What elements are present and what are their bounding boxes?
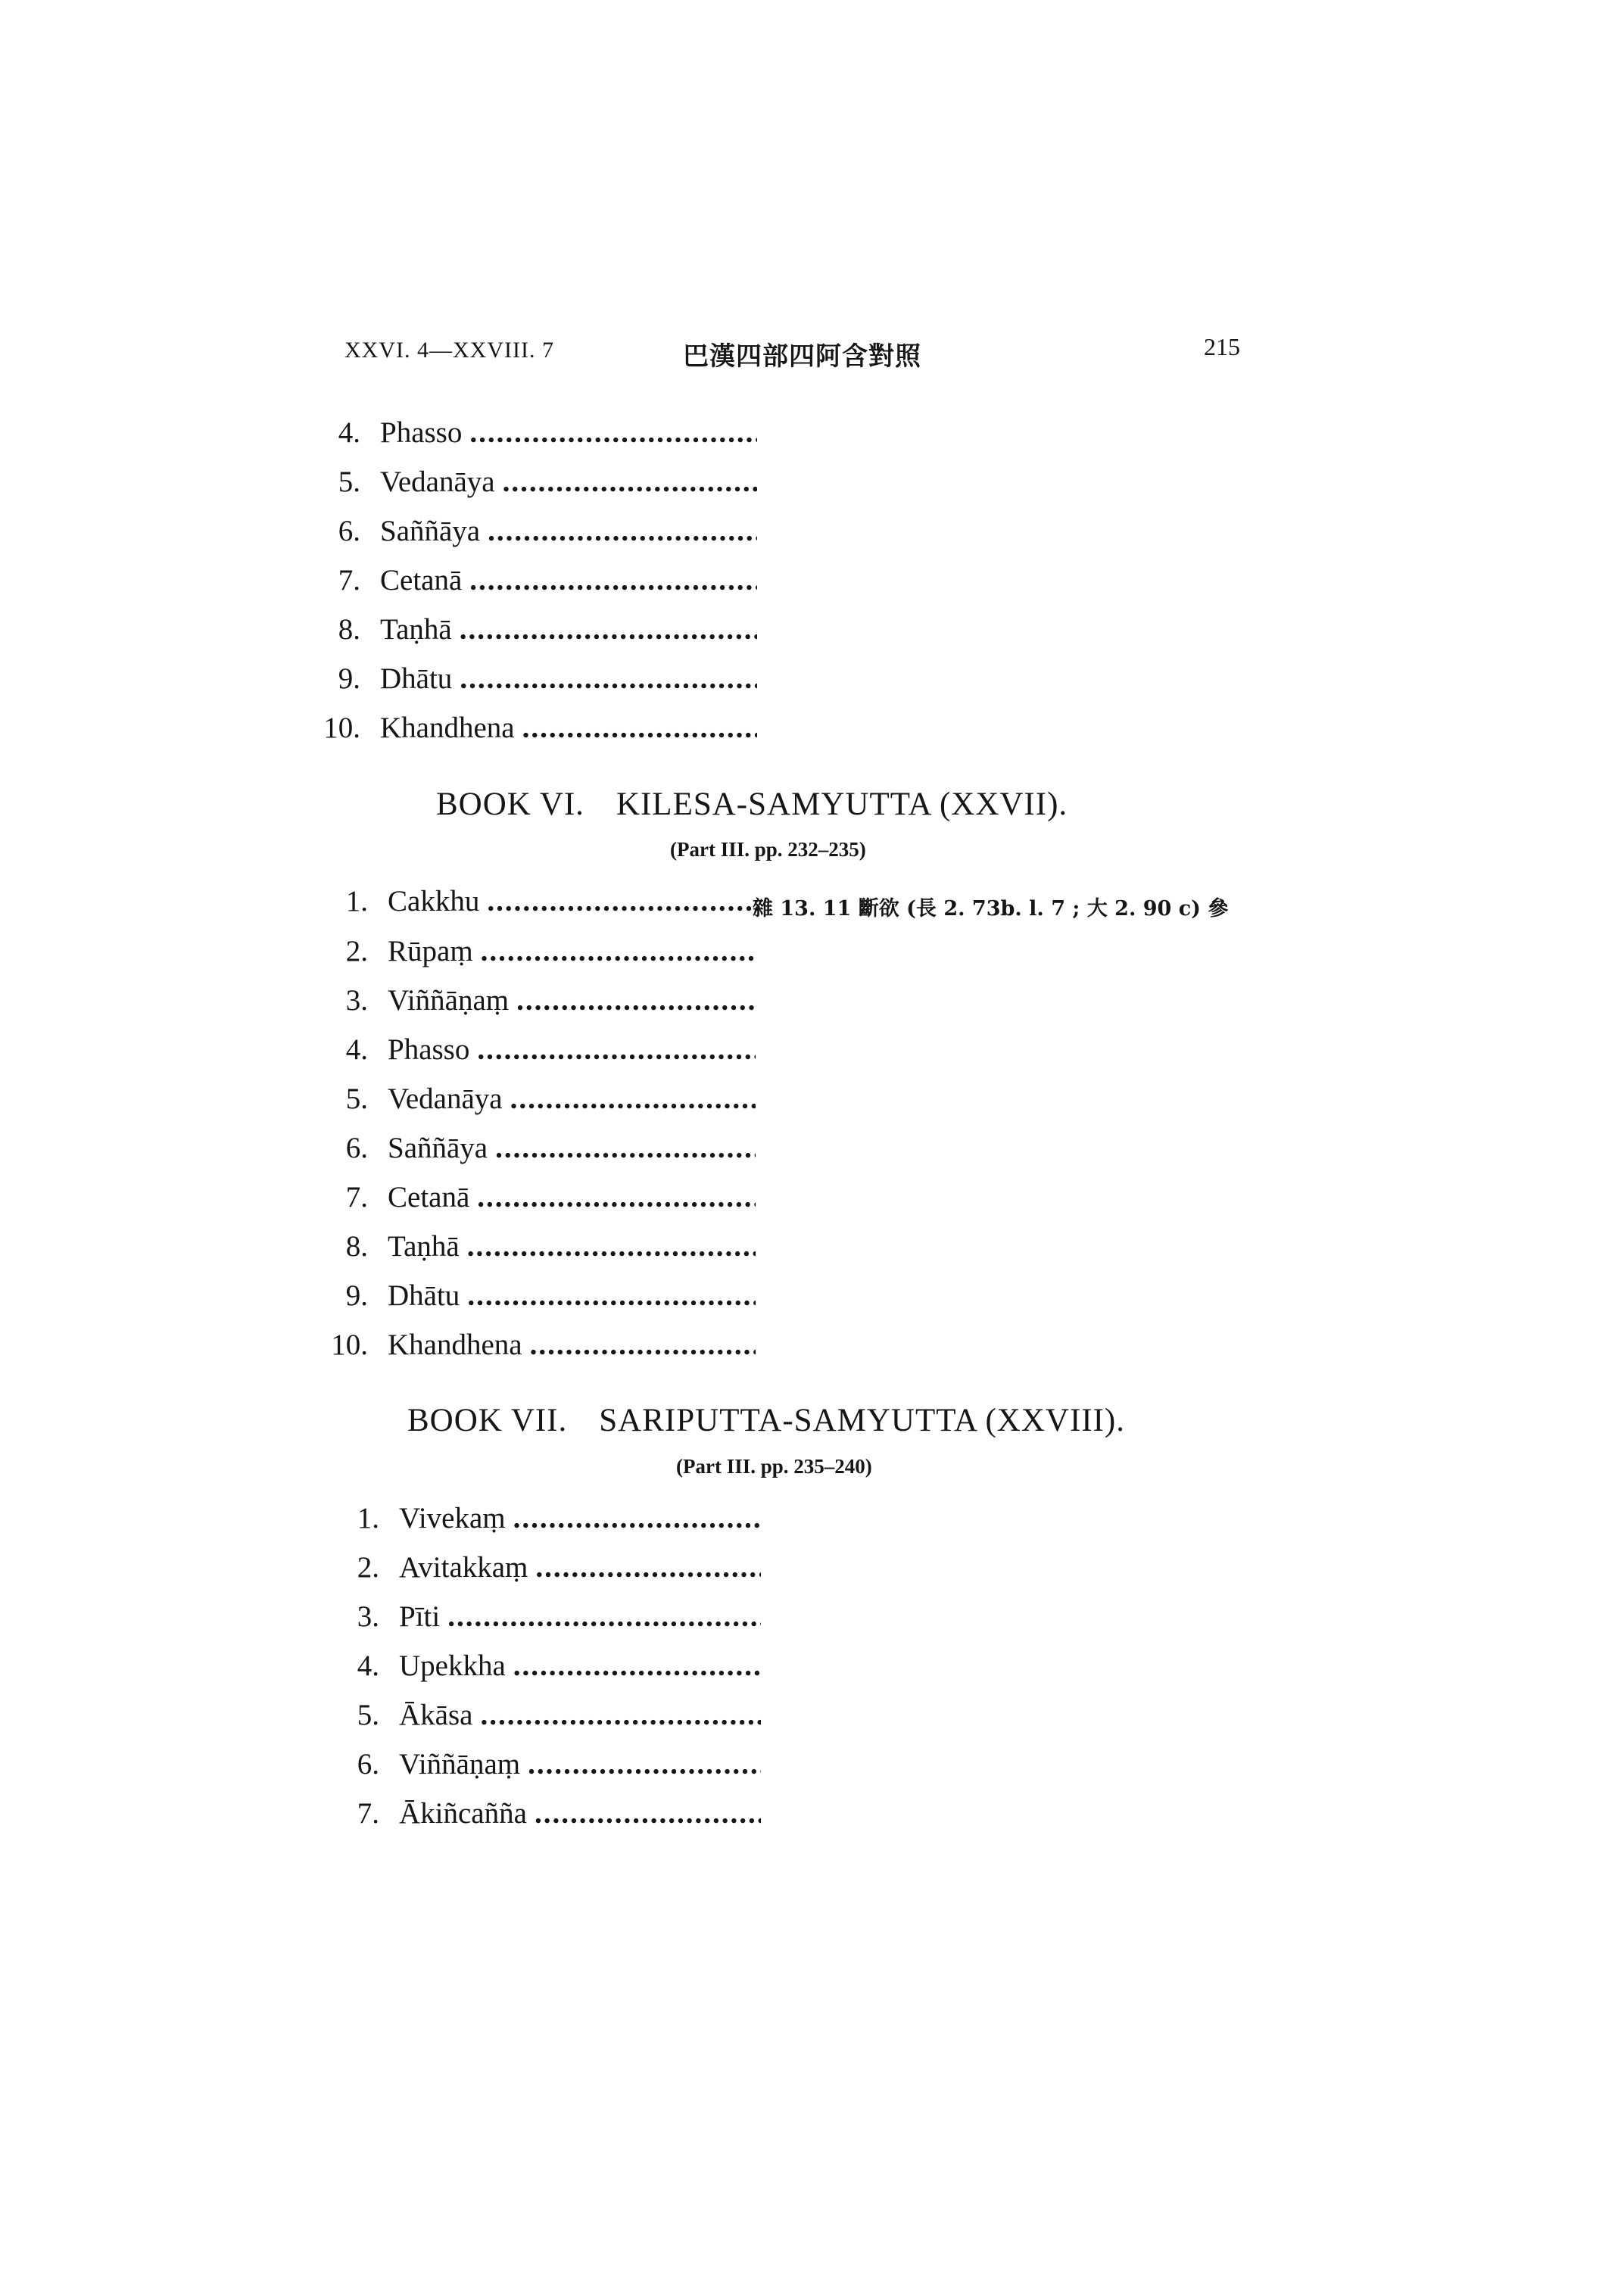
leader-dots xyxy=(467,1279,756,1313)
list-item xyxy=(329,1600,761,1639)
item-title: Vivekaṃ xyxy=(399,1502,506,1534)
list-item xyxy=(318,1229,756,1269)
list-item xyxy=(318,1082,756,1121)
leader-dots xyxy=(535,1550,761,1584)
leader-dots xyxy=(516,983,756,1017)
leader-dots xyxy=(530,1328,756,1362)
leader-dots xyxy=(469,416,757,450)
item-title: Vedanāya xyxy=(388,1083,503,1115)
item-number: 6. xyxy=(345,1132,368,1164)
item-number: 2. xyxy=(345,935,368,967)
item-number: 9. xyxy=(345,1279,368,1312)
item-number: 8. xyxy=(345,1230,368,1263)
item-title: Ākiñcañña xyxy=(399,1797,527,1830)
leader-dots xyxy=(495,1131,756,1165)
running-header-range: XXVI. 4—XXVIII. 7 xyxy=(344,338,554,363)
item-number: 6. xyxy=(357,1748,379,1781)
list-item xyxy=(310,416,757,455)
item-number: 10. xyxy=(323,712,360,744)
item-title: Ākāsa xyxy=(399,1699,473,1731)
leader-dots xyxy=(503,465,757,499)
leader-dots xyxy=(488,514,757,548)
book-heading xyxy=(436,786,1068,823)
list-item xyxy=(318,1180,756,1220)
leader-dots xyxy=(535,1796,761,1830)
book-label: BOOK VII. xyxy=(407,1403,568,1438)
leader-dots xyxy=(460,612,757,646)
item-title: Viññāṇaṃ xyxy=(388,984,510,1017)
list-item xyxy=(318,884,765,924)
list-item xyxy=(318,983,756,1023)
cross-reference: 雜 13. 11 斷欲 (長 2. 73b. l. 7 ; 大 2. 90 c) 參 xyxy=(753,897,1229,921)
book-heading xyxy=(407,1402,1125,1439)
item-number: 1. xyxy=(357,1502,379,1534)
leader-dots xyxy=(513,1649,761,1683)
item-number: 4. xyxy=(338,416,360,449)
leader-dots xyxy=(467,1229,756,1263)
item-title: Saññāya xyxy=(380,515,481,547)
running-header-title: 巴漢四部四阿含對照 xyxy=(683,341,921,372)
item-number: 8. xyxy=(338,613,360,646)
list-item xyxy=(329,1698,761,1737)
item-title: Taṇhā xyxy=(388,1230,460,1263)
book-title: SARIPUTTA-SAMYUTTA (XXVIII). xyxy=(599,1403,1125,1438)
part-reference: (Part III. pp. 235–240) xyxy=(676,1455,872,1478)
item-number: 3. xyxy=(357,1600,379,1633)
list-item xyxy=(318,1328,756,1367)
item-number: 6. xyxy=(338,515,360,547)
list-item xyxy=(310,465,757,504)
list-item xyxy=(318,1131,756,1170)
part-reference: (Part III. pp. 232–235) xyxy=(670,838,866,861)
list-item xyxy=(318,1279,756,1318)
item-title: Cetanā xyxy=(380,564,463,597)
page-number: 215 xyxy=(1204,333,1240,360)
item-title: Dhātu xyxy=(388,1279,460,1312)
item-title: Upekkha xyxy=(399,1650,506,1682)
item-number: 5. xyxy=(345,1083,368,1115)
item-number: 1. xyxy=(345,885,368,918)
item-title: Avitakkaṃ xyxy=(399,1551,528,1584)
item-title: Pīti xyxy=(399,1600,441,1633)
leader-dots xyxy=(477,1180,756,1214)
book-title: KILESA-SAMYUTTA (XXVII). xyxy=(616,787,1068,822)
list-item xyxy=(310,514,757,553)
item-number: 3. xyxy=(345,984,368,1017)
item-title: Saññāya xyxy=(388,1132,488,1164)
item-number: 2. xyxy=(357,1551,379,1584)
leader-dots xyxy=(513,1501,761,1535)
list-item xyxy=(329,1796,761,1836)
leader-dots xyxy=(469,563,757,597)
leader-dots xyxy=(522,711,757,745)
item-title: Khandhena xyxy=(388,1329,522,1361)
item-number: 4. xyxy=(345,1033,368,1066)
item-number: 10. xyxy=(331,1329,368,1361)
item-title: Taṇhā xyxy=(380,613,452,646)
list-item xyxy=(329,1649,761,1688)
item-title: Phasso xyxy=(388,1033,470,1066)
list-item xyxy=(329,1550,761,1590)
item-number: 7. xyxy=(345,1181,368,1213)
item-number: 5. xyxy=(357,1699,379,1731)
leader-dots xyxy=(487,884,765,918)
item-title: Cetanā xyxy=(388,1181,470,1213)
leader-dots xyxy=(528,1747,761,1781)
leader-dots xyxy=(447,1600,761,1634)
item-title: Dhātu xyxy=(380,662,453,695)
item-title: Cakkhu xyxy=(388,885,480,918)
item-number: 7. xyxy=(357,1797,379,1830)
leader-dots xyxy=(510,1082,756,1116)
item-title: Rūpaṃ xyxy=(388,935,473,967)
leader-dots xyxy=(481,934,756,968)
item-title: Khandhena xyxy=(380,712,515,744)
item-number: 9. xyxy=(338,662,360,695)
item-number: 4. xyxy=(357,1650,379,1682)
leader-dots xyxy=(480,1698,761,1732)
item-title: Vedanāya xyxy=(380,466,495,498)
item-number: 7. xyxy=(338,564,360,597)
list-item xyxy=(310,662,757,701)
list-item xyxy=(329,1747,761,1787)
list-item xyxy=(318,934,756,974)
list-item xyxy=(318,1033,756,1072)
list-item xyxy=(310,612,757,652)
leader-dots xyxy=(477,1033,756,1067)
item-number: 5. xyxy=(338,466,360,498)
list-item xyxy=(310,711,757,750)
item-title: Viññāṇaṃ xyxy=(399,1748,521,1781)
list-item xyxy=(310,563,757,603)
book-label: BOOK VI. xyxy=(436,787,584,822)
item-title: Phasso xyxy=(380,416,463,449)
leader-dots xyxy=(460,662,757,696)
list-item xyxy=(329,1501,761,1541)
